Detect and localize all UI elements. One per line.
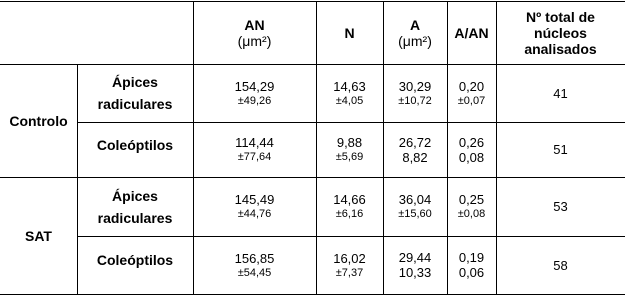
cell-total (496, 236, 625, 294)
cell-mean: 0,25 (458, 192, 485, 207)
cell-sd: ±49,26 (237, 94, 272, 107)
row-label (77, 236, 193, 294)
cell-sd: ±5,69 (335, 151, 364, 163)
header-a-an-label: A/AN (454, 24, 489, 41)
cell-a (383, 236, 447, 294)
cell-a (383, 177, 447, 236)
row-label (77, 177, 193, 236)
row-label (77, 64, 193, 122)
row-label-line1: Ápices (112, 74, 158, 90)
header-an (193, 1, 316, 64)
cell-total (496, 177, 625, 236)
header-a (383, 1, 447, 64)
cell-a-an (447, 64, 496, 122)
header-total-line3: analisados (524, 40, 597, 57)
header-a-an (447, 1, 496, 64)
cell-an (193, 64, 316, 122)
cell-a-an (447, 177, 496, 236)
cell-sd: ±6,16 (335, 208, 364, 220)
cell-total-value: 51 (553, 142, 568, 157)
cell-total (496, 64, 625, 122)
header-an-unit: (μm²) (237, 32, 272, 49)
cell-an (193, 122, 316, 177)
cell-sd: ±10,72 (398, 94, 432, 107)
cell-a-an (447, 122, 496, 177)
row-label-line1: Coleóptilos (96, 137, 174, 153)
row-label (77, 122, 193, 177)
cell-a (383, 122, 447, 177)
cell-mean: 29,44 (398, 250, 432, 265)
cell-mean: 14,63 (333, 78, 366, 94)
cell-a (383, 64, 447, 122)
group-controlo-label: Controlo (9, 112, 68, 129)
cell-n (316, 64, 383, 122)
row-label-line2: radiculares (97, 209, 173, 226)
header-a-label: A (409, 16, 421, 33)
cell-sd: 8,82 (402, 149, 428, 165)
cell-sd: ±77,64 (237, 151, 272, 163)
cell-total (496, 122, 625, 177)
cell-mean: 0,26 (458, 134, 485, 150)
header-n (316, 1, 383, 64)
group-controlo (0, 64, 77, 177)
cell-mean: 9,88 (336, 135, 363, 150)
row-label-line1: Ápices (112, 187, 158, 204)
cell-n (316, 122, 383, 177)
cell-sd: ±54,45 (237, 266, 272, 279)
rule-bottom (0, 294, 625, 295)
cell-sd: ±44,76 (237, 208, 272, 220)
cell-total-value: 41 (553, 85, 568, 101)
group-sat-label: SAT (25, 227, 52, 244)
header-an-label: AN (244, 16, 265, 33)
cell-mean: 14,66 (333, 192, 366, 207)
cell-sd: 0,06 (458, 265, 485, 280)
cell-mean: 156,85 (234, 250, 275, 266)
cell-an (193, 177, 316, 236)
cell-sd: ±4,05 (335, 94, 364, 107)
cell-an (193, 236, 316, 294)
cell-sd: ±7,37 (335, 266, 364, 279)
cell-mean: 16,02 (333, 250, 366, 266)
cell-mean: 36,04 (398, 192, 432, 207)
cell-mean: 30,29 (398, 78, 432, 94)
group-sat (0, 177, 77, 294)
cell-sd: 10,33 (398, 265, 432, 280)
cell-a-an (447, 236, 496, 294)
row-label-line1: Coleóptilos (96, 252, 174, 268)
cell-total-value: 58 (553, 257, 568, 273)
cell-mean: 145,49 (234, 192, 275, 207)
cell-sd: ±15,60 (398, 208, 432, 220)
cell-mean: 0,19 (458, 250, 485, 265)
header-a-unit: (μm²) (398, 32, 432, 49)
header-total-line1: Nº total de (526, 8, 595, 25)
header-n-label: N (344, 24, 355, 41)
header-total-line2: núcleos (534, 24, 587, 41)
header-total (496, 1, 625, 64)
cell-sd: ±0,07 (457, 94, 486, 107)
cell-mean: 0,20 (458, 78, 485, 94)
cell-mean: 26,72 (398, 134, 432, 150)
cell-sd: 0,08 (458, 149, 485, 165)
cell-mean: 114,44 (235, 135, 274, 150)
cell-sd: ±0,08 (457, 208, 486, 220)
cell-mean: 154,29 (234, 78, 275, 94)
cell-n (316, 236, 383, 294)
cell-n (316, 177, 383, 236)
cell-total-value: 53 (553, 199, 568, 214)
row-label-line2: radiculares (97, 96, 173, 112)
